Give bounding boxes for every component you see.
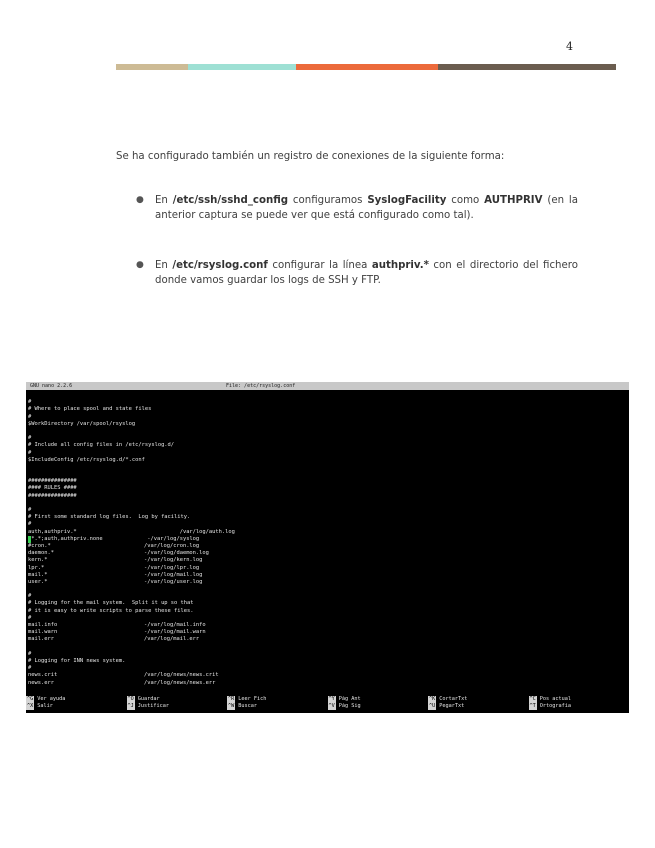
terminal-line	[28, 442, 627, 449]
terminal-line	[28, 450, 627, 457]
nano-shortcut	[428, 703, 529, 710]
terminal-line-text: $WorkDirectory /var/spool/rsyslog	[28, 420, 136, 427]
terminal-line	[28, 593, 627, 600]
terminal-line-text: #	[28, 665, 32, 672]
nano-shortcut-bar	[26, 696, 629, 710]
terminal-line-target: -/var/log/kern.log	[144, 557, 203, 564]
terminal-line-text: # Logging for INN news system.	[28, 657, 126, 664]
terminal-line	[28, 550, 627, 557]
terminal-line-text: #	[28, 413, 32, 420]
bullet-icon: ●	[136, 195, 144, 205]
terminal-line-text: $IncludeConfig /etc/rsyslog.d/*.conf	[28, 456, 145, 463]
terminal-line	[28, 572, 627, 579]
terminal-line	[28, 485, 627, 492]
terminal-line	[28, 464, 627, 471]
nano-shortcut	[428, 696, 529, 703]
nano-shortcut	[26, 703, 127, 710]
terminal-line-text: # it is easy to write scripts to parse these files.	[28, 607, 194, 614]
terminal-line-text: #	[28, 593, 32, 600]
terminal-line-target: -/var/log/lpr.log	[144, 564, 200, 571]
terminal-line	[28, 500, 627, 507]
nano-title-bar	[26, 382, 629, 390]
terminal-line-target: /var/log/auth.log	[144, 528, 235, 535]
terminal-line	[28, 586, 627, 593]
terminal-line-target: -/var/log/mail.info	[144, 622, 206, 628]
shortcut-label: Pos actual	[539, 696, 571, 702]
terminal-line-text: #	[28, 449, 32, 456]
terminal-line	[28, 428, 627, 435]
shortcut-key: ^G	[27, 696, 34, 702]
nano-shortcut	[127, 703, 228, 710]
list-item: ● En /etc/rsyslog.conf configurar la línea authpriv.* con el directorio del fichero donde vamos guardar los logs de SSH y FTP.	[136, 260, 578, 286]
terminal-line-target: -/var/log/user.log	[144, 578, 203, 585]
nano-shortcut	[529, 703, 630, 710]
terminal-line-text: daemon.*	[28, 550, 54, 557]
terminal-line	[28, 435, 627, 442]
terminal-line	[28, 457, 627, 464]
bullet-icon: ●	[136, 260, 144, 270]
terminal-line-target: -/var/log/mail.log	[144, 571, 203, 578]
terminal-line-text: mail.info	[28, 622, 58, 628]
terminal-line-text: # Include all config files in /etc/rsyslog.d/	[28, 442, 175, 449]
shortcut-key: ^R	[228, 696, 235, 702]
terminal-body	[26, 390, 629, 687]
terminal-line-text: #	[28, 399, 32, 406]
shortcut-label: Pág Sig	[338, 703, 361, 709]
terminal-line	[28, 536, 627, 543]
terminal-line-text: *.*;auth,authpriv.none	[31, 535, 103, 542]
terminal-line-target: /var/log/mail.err	[144, 636, 200, 643]
terminal-line-text: news.err	[28, 679, 54, 686]
terminal-line-target: -/var/log/syslog	[147, 535, 200, 542]
terminal-line-text: #	[28, 614, 32, 621]
terminal-line-text: #	[28, 521, 32, 528]
terminal-line	[28, 529, 627, 536]
terminal-line-text: user.*	[28, 578, 48, 585]
terminal-line-text: #	[28, 435, 32, 442]
terminal-line	[28, 414, 627, 421]
shortcut-key: ^K	[429, 696, 436, 702]
terminal-line-text: lpr.*	[28, 564, 45, 571]
shortcut-label: Justificar	[137, 703, 169, 709]
terminal-line	[28, 579, 627, 586]
terminal-line-target: -/var/log/mail.warn	[144, 629, 206, 636]
header-color-bar	[116, 64, 616, 70]
intro-paragraph: Se ha configurado también un registro de conexiones de la siguiente forma:	[116, 151, 505, 162]
nano-shortcut	[529, 696, 630, 703]
terminal-line-target: /var/log/news/news.crit	[144, 672, 219, 679]
terminal-line	[28, 680, 627, 687]
shortcut-key: ^W	[228, 703, 235, 709]
nano-shortcut	[328, 696, 429, 703]
terminal-line-target: /var/log/news/news.err	[144, 679, 216, 686]
terminal-line-text: ###############	[28, 478, 77, 485]
nano-shortcut	[328, 703, 429, 710]
terminal-line	[28, 608, 627, 615]
terminal-line-target: -/var/log/daemon.log	[144, 550, 209, 557]
color-bar-segment	[438, 64, 616, 70]
terminal-line-text: # First some standard log files. Log by facility.	[28, 514, 191, 521]
shortcut-key: ^X	[27, 703, 34, 709]
nano-version: GNU nano 2.2.6	[30, 383, 73, 389]
terminal-line	[28, 665, 627, 672]
terminal-line-text: #### RULES ####	[28, 485, 77, 492]
shortcut-key: ^U	[429, 703, 436, 709]
terminal-line-text: #cron.*	[28, 542, 51, 549]
terminal-line	[28, 406, 627, 413]
shortcut-key: ^O	[127, 696, 134, 702]
terminal-line-text: mail.err	[28, 636, 54, 643]
shortcut-key: ^T	[529, 703, 536, 709]
terminal-line	[28, 636, 627, 643]
bullet-list	[136, 193, 578, 323]
shortcut-label: Pág Ant	[338, 696, 361, 702]
nano-shortcut	[227, 703, 328, 710]
terminal-line-text: ###############	[28, 492, 77, 499]
terminal-line	[28, 557, 627, 564]
terminal-line	[28, 543, 627, 550]
shortcut-label: Buscar	[238, 703, 257, 709]
terminal-line	[28, 493, 627, 500]
terminal-line-text: auth,authpriv.*	[28, 528, 77, 535]
terminal-line-text: #	[28, 507, 32, 513]
terminal-line	[28, 399, 627, 406]
shortcut-label: CortarTxt	[439, 696, 468, 702]
nano-shortcut	[127, 696, 228, 703]
terminal-line-text: #	[28, 650, 32, 657]
terminal-line	[28, 651, 627, 658]
terminal-line	[28, 629, 627, 636]
terminal-line-text: # Where to place spool and state files	[28, 406, 152, 413]
shortcut-label: Ortografía	[539, 703, 571, 709]
terminal-line	[28, 421, 627, 428]
shortcut-row	[26, 703, 629, 710]
nano-shortcut	[26, 696, 127, 703]
shortcut-label: Salir	[37, 703, 53, 709]
terminal-line	[28, 392, 627, 399]
terminal-line	[28, 600, 627, 607]
shortcut-row	[26, 696, 629, 703]
shortcut-key: ^J	[127, 703, 134, 709]
terminal-screenshot	[26, 382, 629, 713]
terminal-line	[28, 615, 627, 622]
color-bar-segment	[188, 64, 296, 70]
terminal-line-text: # Logging for the mail system. Split it up so that	[28, 600, 194, 607]
terminal-line-text: news.crit	[28, 672, 58, 679]
terminal-line-text: mail.warn	[28, 629, 58, 636]
terminal-line	[28, 507, 627, 514]
shortcut-label: Leer Fich	[238, 696, 267, 702]
shortcut-label: Guardar	[137, 696, 160, 702]
terminal-line	[28, 471, 627, 478]
list-item: ● En /etc/ssh/sshd_config configuramos SyslogFacility como AUTHPRIV (en la anterior captura se puede ver que está configurado como tal).	[136, 195, 579, 221]
terminal-line	[28, 622, 627, 629]
shortcut-key: ^C	[529, 696, 536, 702]
nano-shortcut	[227, 696, 328, 703]
page-number: 4	[566, 40, 573, 53]
shortcut-label: PegarTxt	[439, 703, 465, 709]
terminal-line	[28, 658, 627, 665]
terminal-line	[28, 565, 627, 572]
nano-file-name: File: /etc/rsyslog.conf	[226, 383, 296, 389]
terminal-line	[28, 478, 627, 485]
shortcut-label: Ver ayuda	[37, 696, 66, 702]
terminal-line-text: kern.*	[28, 557, 48, 564]
terminal-line-text: mail.*	[28, 571, 48, 578]
shortcut-key: ^Y	[328, 696, 335, 702]
terminal-line	[28, 644, 627, 651]
color-bar-segment	[116, 64, 188, 70]
terminal-line	[28, 521, 627, 528]
terminal-line	[28, 514, 627, 521]
shortcut-key: ^V	[328, 703, 335, 709]
color-bar-segment	[296, 64, 438, 70]
terminal-line-target: /var/log/cron.log	[144, 542, 200, 549]
terminal-line	[28, 672, 627, 679]
